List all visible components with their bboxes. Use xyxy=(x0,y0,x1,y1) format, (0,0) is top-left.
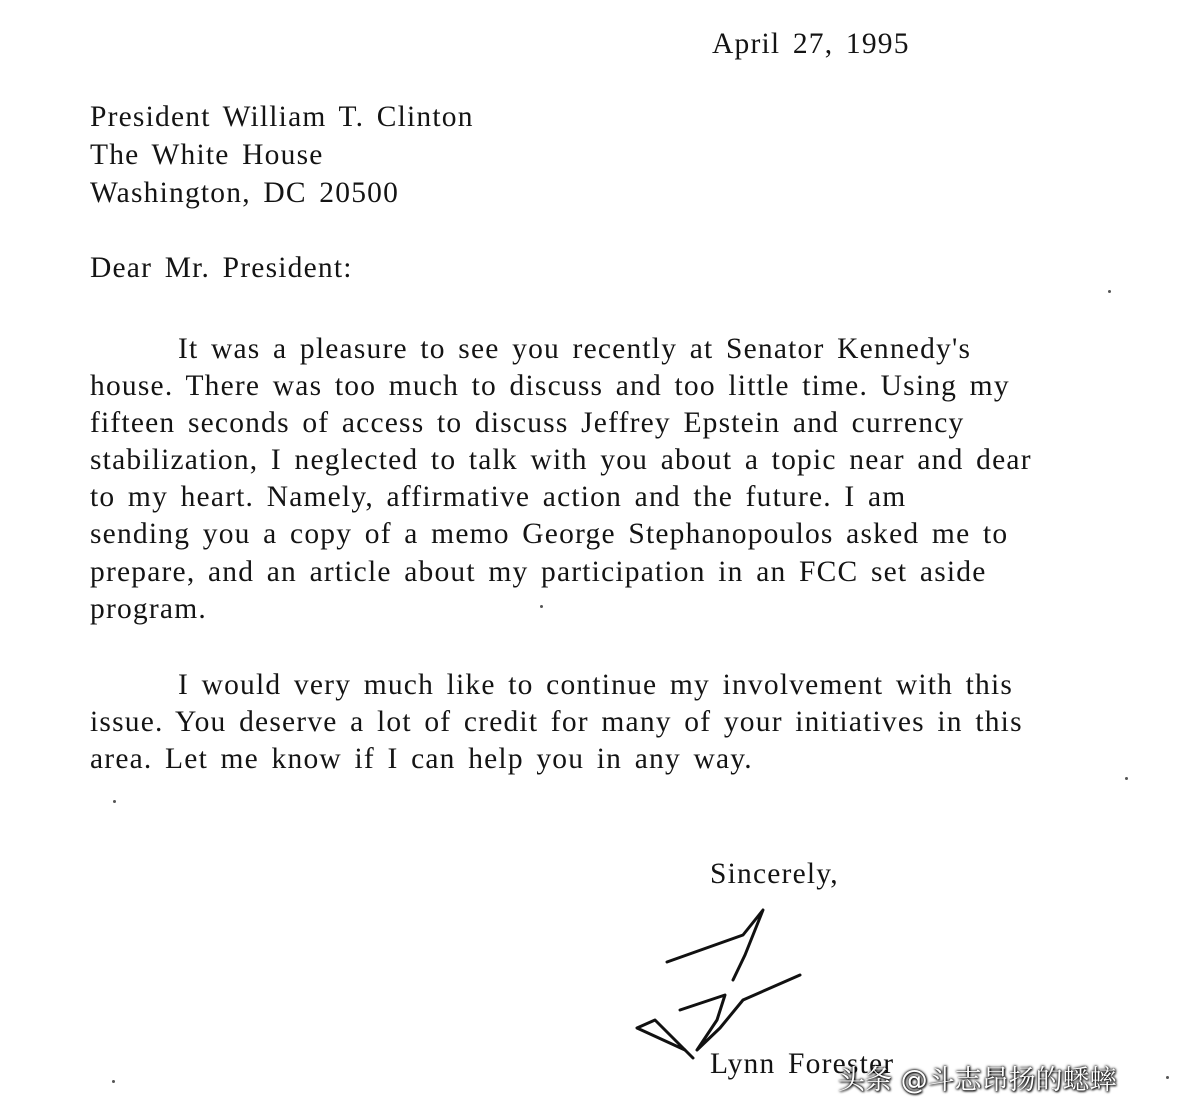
recipient-city: Washington, DC 20500 xyxy=(90,177,400,209)
paragraph-line: area. Let me know if I can help you in any way. xyxy=(90,743,753,775)
scan-speck xyxy=(1108,290,1111,293)
recipient-name: President William T. Clinton xyxy=(90,101,474,133)
letter-date: April 27, 1995 xyxy=(712,28,910,60)
paragraph-line: fifteen seconds of access to discuss Jeffrey Epstein and currency xyxy=(90,407,965,439)
scan-speck xyxy=(540,605,543,608)
paragraph-line: stabilization, I neglected to talk with you about a topic near and dear xyxy=(90,444,1032,476)
closing: Sincerely, xyxy=(710,858,839,890)
paragraph-line: issue. You deserve a lot of credit for many of your initiatives in this xyxy=(90,706,1023,738)
paragraph-line: house. There was too much to discuss and too little time. Using my xyxy=(90,370,1010,402)
paragraph-line: prepare, and an article about my participation in an FCC set aside xyxy=(90,556,987,588)
scan-speck xyxy=(112,1080,115,1083)
paragraph-line: to my heart. Namely, affirmative action and the future. I am xyxy=(90,481,907,513)
watermark-text: 头条 @斗志昂扬的蟋蟀 xyxy=(838,1064,1117,1096)
paragraph-line: It was a pleasure to see you recently at Senator Kennedy's xyxy=(178,333,972,365)
scan-speck xyxy=(1125,777,1128,780)
handwritten-signature xyxy=(625,900,805,1070)
salutation: Dear Mr. President: xyxy=(90,252,353,284)
signer-name: Lynn Forester xyxy=(710,1048,895,1080)
paragraph-line: sending you a copy of a memo George Stephanopoulos asked me to xyxy=(90,518,1009,550)
paragraph-line: program. xyxy=(90,593,207,625)
scan-speck xyxy=(113,800,116,803)
paragraph-line: I would very much like to continue my involvement with this xyxy=(178,669,1014,701)
recipient-organization: The White House xyxy=(90,139,324,171)
watermark xyxy=(838,1056,1178,1098)
